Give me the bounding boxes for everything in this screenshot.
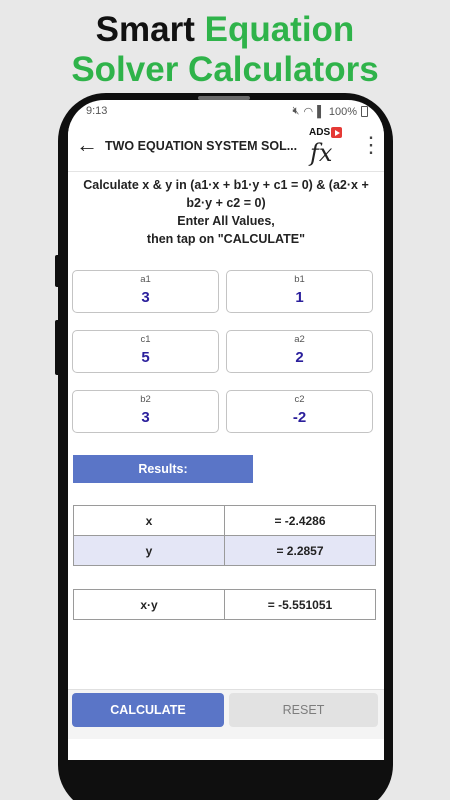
input-b2[interactable] — [72, 390, 219, 433]
input-value[interactable]: 3 — [141, 409, 150, 426]
result-value-y: = 2.2857 — [225, 536, 376, 566]
input-a1[interactable] — [72, 270, 219, 313]
input-value[interactable]: -2 — [292, 409, 307, 426]
back-arrow-icon[interactable]: ← — [76, 132, 98, 157]
status-time: 9:13 — [86, 105, 108, 117]
input-value[interactable]: 1 — [295, 289, 304, 306]
instructions — [68, 176, 384, 248]
result-key-xy: x·y — [74, 590, 225, 620]
instructions-line2: b2·y + c2 = 0) — [186, 196, 266, 210]
input-value[interactable]: 3 — [141, 289, 150, 306]
input-label: c2 — [294, 394, 305, 405]
input-c1[interactable] — [72, 330, 219, 373]
instructions-line3: Enter All Values, — [177, 214, 275, 228]
table-row — [74, 536, 376, 566]
promo-headline — [0, 10, 450, 90]
product-table — [73, 589, 376, 620]
app-bar — [68, 122, 384, 172]
input-c2[interactable] — [226, 390, 373, 433]
app-screen — [68, 100, 384, 760]
input-value[interactable]: 5 — [141, 349, 150, 366]
calculate-button[interactable]: CALCULATE — [72, 693, 224, 727]
more-vert-icon[interactable]: ⋮ — [360, 132, 382, 157]
wifi-icon: ◠ — [303, 106, 314, 118]
result-value-x: = -2.4286 — [225, 506, 376, 536]
signal-icon: ▌ — [317, 105, 325, 118]
result-key-y: y — [74, 536, 225, 566]
input-label: c1 — [140, 334, 151, 345]
input-a2[interactable] — [226, 330, 373, 373]
input-label: b2 — [140, 394, 151, 405]
battery-icon — [361, 106, 368, 117]
battery-percent: 100% — [328, 105, 357, 118]
promo-line1-dark: Smart — [95, 10, 205, 49]
promo-line1-green: Equation — [204, 10, 355, 49]
instructions-line4: then tap on "CALCULATE" — [146, 232, 306, 246]
result-key-x: x — [74, 506, 225, 536]
play-ads-icon[interactable] — [331, 127, 342, 138]
page-title: TWO EQUATION SYSTEM SOL... — [105, 139, 298, 153]
result-value-xy: = -5.551051 — [225, 590, 376, 620]
table-row — [74, 506, 376, 536]
reset-button[interactable]: RESET — [229, 693, 378, 727]
fx-icon[interactable]: fx — [310, 139, 333, 167]
instructions-line1: Calculate x & y in (a1·x + b1·y + c1 = 0) & (a2·x + — [83, 178, 369, 192]
status-icons — [293, 105, 368, 118]
status-bar — [68, 100, 384, 122]
input-label: a1 — [140, 274, 151, 285]
remove-ads-label[interactable]: ADS — [309, 127, 331, 138]
table-row — [74, 590, 376, 620]
input-label: a2 — [294, 334, 305, 345]
results-header: Results: — [73, 455, 253, 483]
input-label: b1 — [294, 274, 305, 285]
mute-icon: 🔇︎ — [292, 105, 300, 117]
promo-line2: Solver Calculators — [71, 50, 379, 89]
input-value[interactable]: 2 — [295, 349, 304, 366]
input-b1[interactable] — [226, 270, 373, 313]
results-table — [73, 505, 376, 566]
